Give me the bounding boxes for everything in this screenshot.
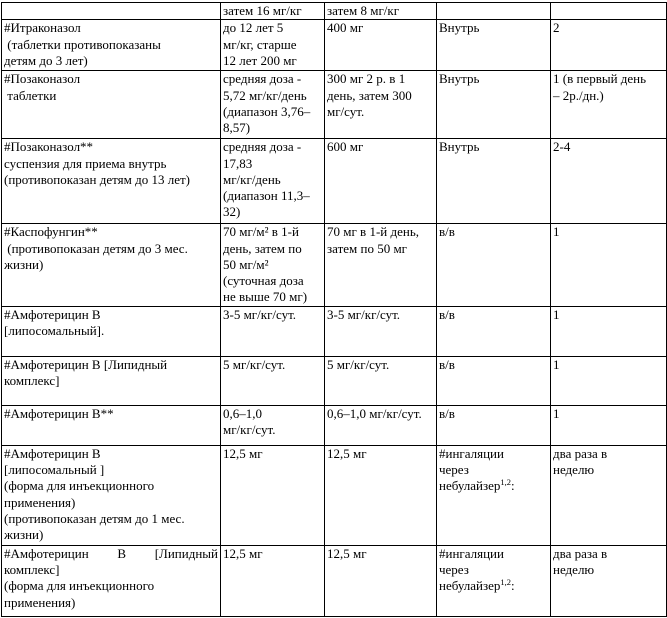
child-dose-cell	[221, 20, 325, 71]
route-cell	[437, 139, 551, 224]
cell-line	[439, 478, 548, 494]
adult-dose-cell	[325, 545, 437, 616]
frequency-cell	[551, 405, 667, 445]
cell-line	[4, 323, 218, 339]
cell-text: #Амфотерицин В	[4, 306, 101, 322]
cell-line	[223, 307, 322, 323]
cell-line	[4, 139, 218, 155]
cell-line	[439, 71, 548, 87]
cell-line	[4, 595, 218, 611]
frequency-cell	[551, 306, 667, 356]
cell-text: мг/сут.	[327, 103, 365, 119]
cell-text: #Амфотерицин В**	[4, 405, 114, 421]
cell-text: средняя доза -	[223, 139, 302, 155]
adult-dose-cell	[325, 306, 437, 356]
frequency-cell	[551, 224, 667, 306]
cell-text: #Позаконазол**	[4, 139, 94, 155]
cell-line	[223, 172, 322, 188]
cell-text: два раза в	[553, 545, 608, 561]
cell-text: 400 мг	[327, 20, 364, 36]
cell-text: затем 16 мг/кг	[223, 3, 302, 18]
cell-line	[327, 546, 434, 562]
cell-text: 3-5 мг/кг/сут.	[327, 306, 401, 322]
cell-text: небулайзер	[439, 578, 501, 594]
table-row	[2, 356, 667, 405]
cell-text: 5,72 мг/кг/день	[223, 87, 307, 103]
cell-text: 1	[553, 356, 560, 372]
frequency-cell	[551, 3, 667, 20]
cell-line	[223, 446, 322, 462]
cell-line	[553, 224, 664, 240]
cell-text: – 2р./дн.)	[553, 87, 604, 103]
cell-line	[439, 139, 548, 155]
cell-line	[439, 446, 548, 462]
cell-text: 2	[553, 20, 560, 36]
cell-text: #ингаляции	[439, 545, 504, 561]
cell-text: #Каспофунгин**	[4, 224, 98, 240]
table-row	[2, 445, 667, 545]
table-row	[2, 545, 667, 616]
cell-line	[223, 20, 322, 36]
cell-text: в/в	[439, 306, 455, 322]
cell-text: через	[439, 462, 469, 478]
cell-line	[439, 462, 548, 478]
cell-line	[223, 289, 322, 305]
child-dose-cell	[221, 224, 325, 306]
cell-text: 12,5 мг	[327, 545, 367, 561]
route-cell	[437, 3, 551, 20]
cell-line	[4, 462, 218, 478]
cell-line	[327, 3, 434, 19]
cell-text: #Позаконазол	[4, 71, 81, 87]
cell-text: Внутрь	[439, 71, 480, 87]
adult-dose-cell	[325, 445, 437, 545]
cell-text: небулайзер	[439, 478, 501, 494]
cell-line	[4, 53, 218, 69]
cell-text: таблетки	[4, 87, 57, 103]
cell-line	[223, 104, 322, 120]
cell-text: (диапазон 3,76–	[223, 103, 311, 119]
cell-line	[4, 156, 218, 172]
footnote-reference: 1,2	[500, 577, 512, 588]
route-cell	[437, 445, 551, 545]
cell-text: суспензия для приема внутрь	[4, 155, 167, 171]
cell-text: (форма для инъекционного	[4, 478, 155, 494]
child-dose-cell	[221, 356, 325, 405]
cell-line	[223, 224, 322, 240]
child-dose-cell	[221, 545, 325, 616]
route-cell	[437, 224, 551, 306]
drug-cell	[2, 224, 221, 306]
cell-line	[223, 257, 322, 273]
table-row	[2, 405, 667, 445]
route-cell	[437, 71, 551, 139]
cell-text: затем 8 мг/кг	[327, 3, 400, 18]
cell-text: затем по 50 мг	[327, 240, 408, 256]
route-cell	[437, 356, 551, 405]
cell-text: (суточная доза	[223, 273, 304, 289]
frequency-cell	[551, 545, 667, 616]
drug-cell	[2, 139, 221, 224]
cell-text: #Амфотерицин В	[4, 445, 101, 461]
drug-cell	[2, 356, 221, 405]
adult-dose-cell	[325, 405, 437, 445]
table-body	[2, 3, 667, 617]
cell-text: (таблетки противопоказаны	[4, 36, 161, 52]
cell-word: В	[117, 545, 127, 561]
cell-text: 12 лет 200 мг	[223, 52, 297, 68]
cell-line	[223, 88, 322, 104]
cell-line	[4, 71, 218, 87]
frequency-cell	[551, 445, 667, 545]
cell-text: (противопоказан детям до 3 мес.	[4, 240, 188, 256]
child-dose-cell	[221, 445, 325, 545]
route-cell	[437, 306, 551, 356]
cell-line	[4, 446, 218, 462]
cell-text: не выше 70 мг)	[223, 289, 308, 305]
cell-text: 12,5 мг	[327, 445, 367, 461]
cell-line	[439, 357, 548, 373]
cell-line	[4, 241, 218, 257]
child-dose-cell	[221, 139, 325, 224]
cell-text: мг/кг/сут.	[223, 422, 276, 438]
footnote-reference: 1,2	[500, 477, 512, 488]
child-dose-cell	[221, 405, 325, 445]
cell-line	[327, 406, 434, 422]
cell-text: мг/кг, старше	[223, 36, 297, 52]
cell-text: 2-4	[553, 139, 571, 155]
drug-cell	[2, 71, 221, 139]
adult-dose-cell	[325, 71, 437, 139]
cell-line	[327, 357, 434, 373]
cell-line	[439, 562, 548, 578]
cell-line	[223, 53, 322, 69]
cell-line	[4, 527, 218, 543]
cell-text: неделю	[553, 462, 595, 478]
cell-line	[439, 406, 548, 422]
cell-line	[4, 357, 218, 373]
cell-line	[4, 88, 218, 104]
cell-line	[327, 446, 434, 462]
route-cell	[437, 20, 551, 71]
cell-text: два раза в	[553, 445, 608, 461]
cell-text: применения)	[4, 594, 76, 610]
cell-line	[439, 307, 548, 323]
drug-cell	[2, 3, 221, 20]
cell-text: [липосомальный ]	[4, 462, 105, 478]
justified-line	[4, 546, 218, 562]
cell-line	[223, 71, 322, 87]
cell-line	[223, 37, 322, 53]
cell-line	[4, 307, 218, 323]
cell-text: [липосомальный].	[4, 323, 105, 339]
cell-text: 17,83	[223, 155, 253, 171]
drug-cell	[2, 306, 221, 356]
cell-line	[553, 462, 664, 478]
adult-dose-cell	[325, 224, 437, 306]
cell-text: 8,57)	[223, 120, 251, 136]
cell-line	[223, 139, 322, 155]
cell-text: (противопоказан детям до 13 лет)	[4, 171, 190, 187]
adult-dose-cell	[325, 139, 437, 224]
cell-text: средняя доза -	[223, 71, 302, 87]
cell-text: #ингаляции	[439, 445, 504, 461]
cell-text: (форма для инъекционного	[4, 578, 155, 594]
cell-text: (диапазон 11,3–	[223, 188, 310, 204]
cell-text: :	[511, 578, 515, 594]
cell-text: в/в	[439, 405, 455, 421]
cell-text: комплекс]	[4, 562, 60, 578]
adult-dose-cell	[325, 3, 437, 20]
cell-line	[553, 88, 664, 104]
cell-text: применения)	[4, 494, 76, 510]
cell-word: [Липидный	[154, 545, 218, 561]
cell-line	[223, 357, 322, 373]
cell-line	[4, 511, 218, 527]
child-dose-cell	[221, 306, 325, 356]
cell-line	[327, 88, 434, 104]
cell-line	[327, 139, 434, 155]
cell-line	[4, 495, 218, 511]
cell-line	[553, 562, 664, 578]
cell-line	[223, 546, 322, 562]
cell-text: до 12 лет 5	[223, 20, 284, 36]
cell-line	[223, 406, 322, 422]
cell-line	[553, 357, 664, 373]
cell-line	[4, 224, 218, 240]
cell-line	[553, 446, 664, 462]
cell-line	[4, 37, 218, 53]
cell-line	[223, 120, 322, 136]
cell-text: день, затем 300	[327, 87, 412, 103]
drug-cell	[2, 405, 221, 445]
cell-text: 0,6–1,0	[223, 405, 262, 421]
table-row	[2, 139, 667, 224]
adult-dose-cell	[325, 20, 437, 71]
cell-line	[327, 241, 434, 257]
cell-text: 0,6–1,0 мг/кг/сут.	[327, 405, 422, 421]
cell-text: #Итраконазол	[4, 20, 81, 36]
cell-line	[327, 224, 434, 240]
cell-line	[4, 172, 218, 188]
drug-cell	[2, 545, 221, 616]
frequency-cell	[551, 356, 667, 405]
table-row	[2, 224, 667, 306]
cell-line	[223, 241, 322, 257]
route-cell	[437, 545, 551, 616]
cell-text: жизни)	[4, 256, 44, 272]
cell-line	[4, 373, 218, 389]
cell-line	[327, 104, 434, 120]
cell-text: Внутрь	[439, 139, 480, 155]
cell-line	[223, 156, 322, 172]
drug-dosage-table	[1, 2, 667, 617]
cell-text: в/в	[439, 356, 455, 372]
cell-line	[553, 139, 664, 155]
table-row	[2, 3, 667, 20]
cell-line	[439, 20, 548, 36]
cell-text: 32)	[223, 204, 241, 220]
table-row	[2, 71, 667, 139]
frequency-cell	[551, 20, 667, 71]
cell-text: комплекс]	[4, 373, 60, 389]
cell-line	[553, 71, 664, 87]
frequency-cell	[551, 139, 667, 224]
cell-line	[553, 20, 664, 36]
cell-text: 300 мг 2 р. в 1	[327, 71, 406, 87]
cell-line	[223, 204, 322, 220]
cell-text: день, затем по	[223, 240, 302, 256]
cell-text: жизни)	[4, 527, 44, 543]
frequency-cell	[551, 71, 667, 139]
route-cell	[437, 405, 551, 445]
cell-line	[439, 546, 548, 562]
cell-line	[327, 307, 434, 323]
cell-line	[223, 273, 322, 289]
cell-line	[4, 562, 218, 578]
drug-cell	[2, 445, 221, 545]
cell-line	[553, 307, 664, 323]
table-row	[2, 20, 667, 71]
cell-text: 3-5 мг/кг/сут.	[223, 306, 297, 322]
drug-cell	[2, 20, 221, 71]
cell-text: детям до 3 лет)	[4, 52, 88, 68]
cell-text: 50 мг/м²	[223, 256, 269, 272]
table-row	[2, 306, 667, 356]
cell-line	[4, 20, 218, 36]
cell-text: (противопоказан детям до 1 мес.	[4, 510, 185, 526]
cell-text: 12,5 мг	[223, 445, 263, 461]
cell-text: 5 мг/кг/сут.	[327, 356, 390, 372]
cell-line	[4, 478, 218, 494]
cell-line	[4, 257, 218, 273]
cell-text: 1 (в первый день	[553, 71, 647, 87]
cell-word: #Амфотерицин	[4, 545, 89, 561]
cell-text: 70 мг/м² в 1-й	[223, 224, 299, 240]
child-dose-cell	[221, 71, 325, 139]
cell-text: 1	[553, 405, 560, 421]
child-dose-cell	[221, 3, 325, 20]
cell-text: #Амфотерицин В [Липидный	[4, 356, 168, 372]
cell-line	[327, 71, 434, 87]
cell-line	[439, 224, 548, 240]
cell-line	[553, 406, 664, 422]
cell-text: 70 мг в 1-й день,	[327, 224, 420, 240]
cell-text: 1	[553, 224, 560, 240]
cell-line	[4, 578, 218, 594]
cell-text: через	[439, 562, 469, 578]
cell-line	[327, 20, 434, 36]
adult-dose-cell	[325, 356, 437, 405]
cell-line	[439, 578, 548, 594]
cell-line	[553, 546, 664, 562]
cell-text: 1	[553, 306, 560, 322]
cell-line	[4, 406, 218, 422]
cell-text: 5 мг/кг/сут.	[223, 356, 286, 372]
cell-line	[223, 422, 322, 438]
cell-text: мг/кг/день	[223, 171, 281, 187]
cell-line	[223, 188, 322, 204]
cell-line	[223, 3, 322, 19]
cell-text: 600 мг	[327, 139, 364, 155]
cell-text: неделю	[553, 562, 595, 578]
cell-text: 12,5 мг	[223, 545, 263, 561]
cell-text: :	[511, 478, 515, 494]
cell-text: в/в	[439, 224, 455, 240]
cell-text: Внутрь	[439, 20, 480, 36]
